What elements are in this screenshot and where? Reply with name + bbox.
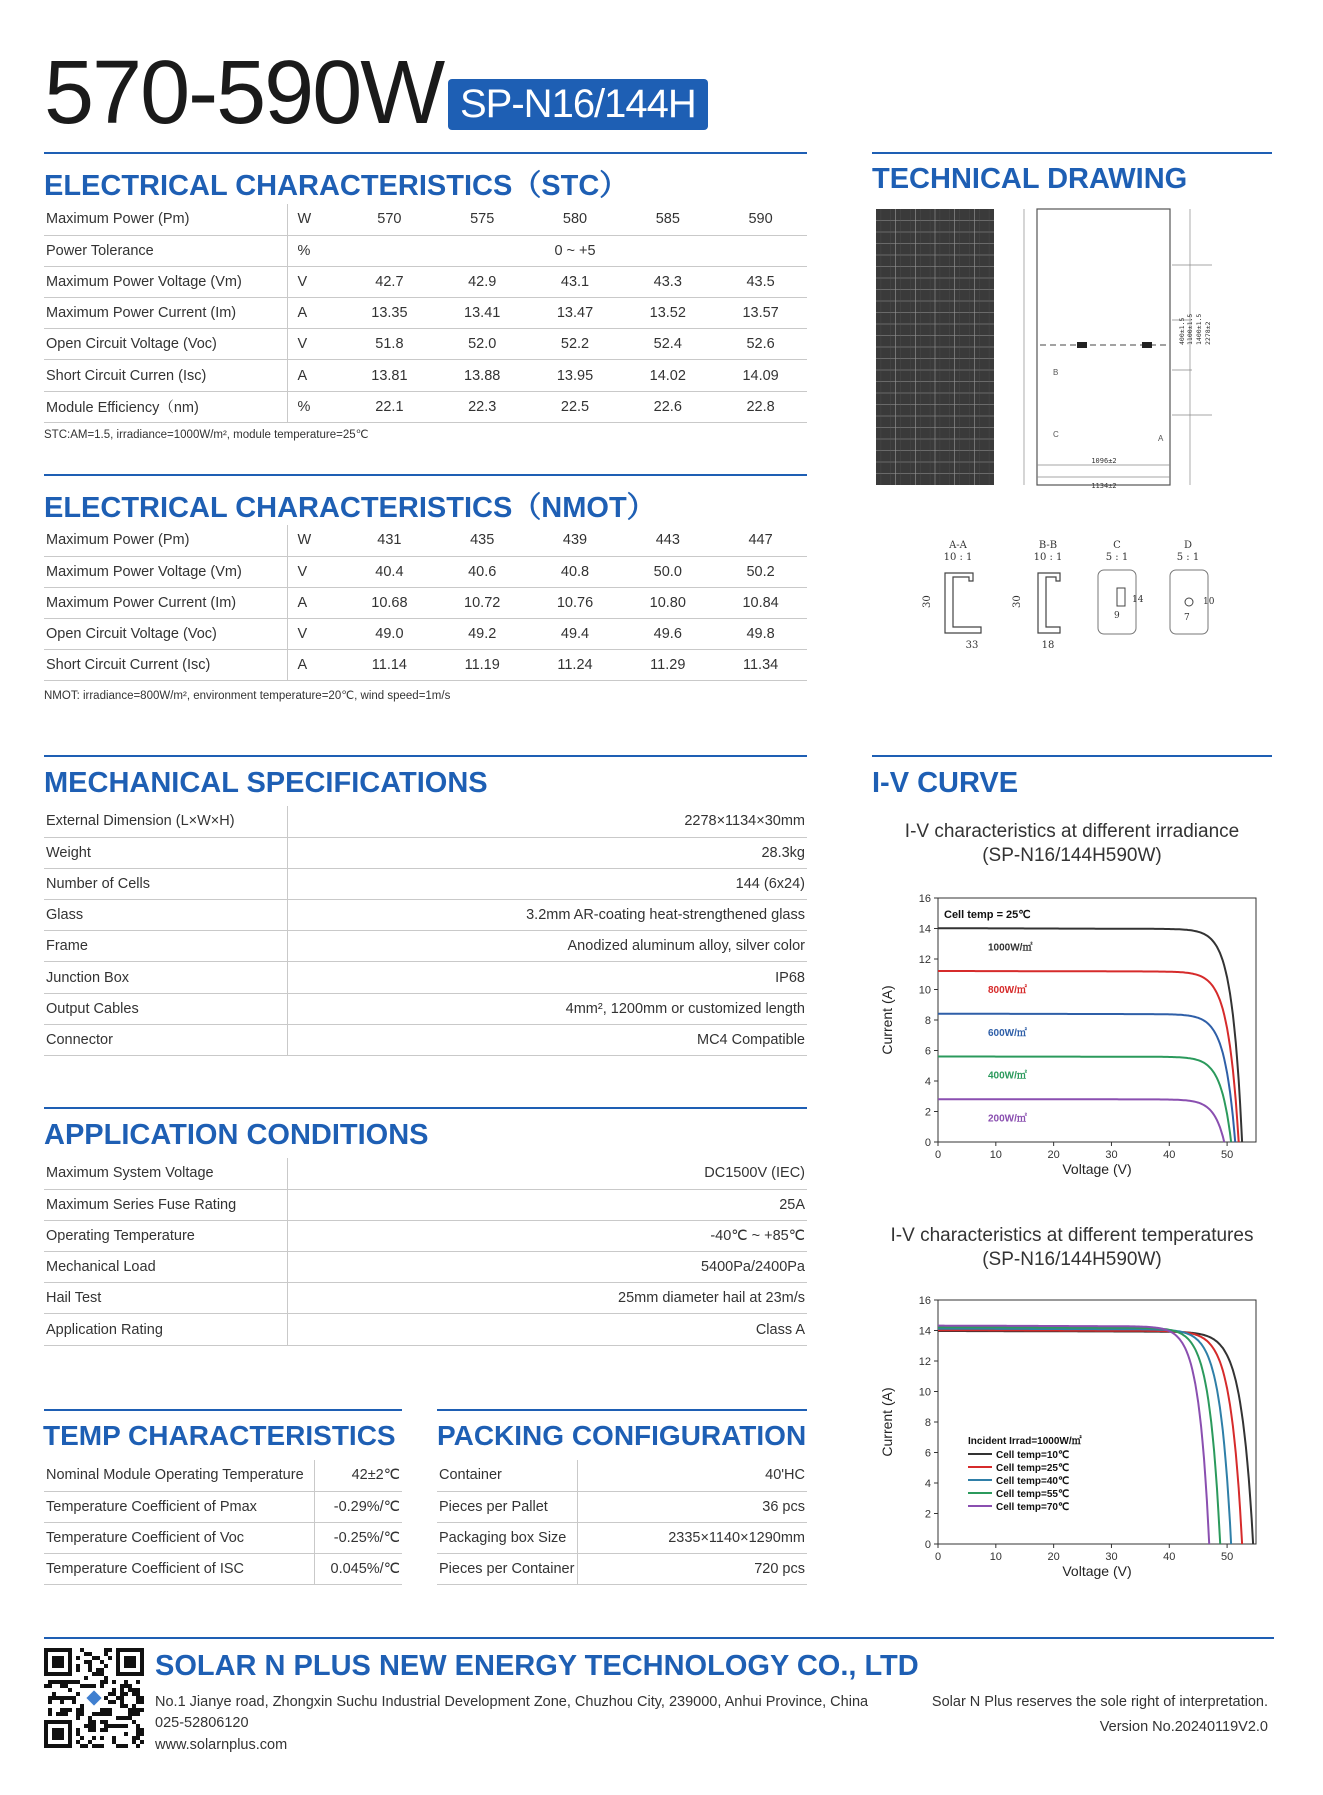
row-unit: V	[287, 329, 343, 360]
table-row	[44, 1189, 807, 1220]
dim-v2: 1100±1.5	[1186, 313, 1194, 345]
dim-v3: 1400±1.5	[1195, 313, 1203, 345]
row-label: Pieces per Container	[437, 1554, 577, 1585]
x-tick-label: 30	[1105, 1149, 1118, 1161]
chart2-title: I-V characteristics at different temperatures	[890, 1225, 1254, 1246]
cell-value: 13.57	[714, 298, 807, 329]
cell-value: 52.0	[436, 329, 529, 360]
section-rule	[44, 755, 807, 757]
cell-value: 10.76	[529, 587, 622, 618]
svg-text:5 : 1: 5 : 1	[1176, 552, 1200, 563]
x-tick-label: 10	[989, 1551, 1002, 1563]
y-tick-label: 16	[918, 1295, 931, 1307]
cell-value: 14.02	[621, 360, 714, 391]
packing-table	[437, 1460, 807, 1585]
cell-value: 22.8	[714, 391, 807, 422]
row-unit: %	[287, 235, 343, 266]
cell-value: 43.3	[621, 266, 714, 297]
cell-value: 431	[343, 525, 436, 556]
table-row	[44, 266, 807, 297]
row-value: DC1500V (IEC)	[287, 1158, 807, 1189]
table-row	[44, 806, 807, 837]
row-value: 2335×1140×1290mm	[577, 1522, 807, 1553]
svg-text:D: D	[1183, 540, 1193, 551]
x-axis-label: Voltage (V)	[1062, 1563, 1132, 1579]
table-row	[44, 1024, 807, 1055]
table-row	[44, 619, 807, 650]
row-value: 5400Pa/2400Pa	[287, 1252, 807, 1283]
row-value: IP68	[287, 962, 807, 993]
row-label: Maximum Power Current (Im)	[44, 298, 287, 329]
row-label: Hail Test	[44, 1283, 287, 1314]
stc-note: STC:AM=1.5, irradiance=1000W/m², module temperature=25℃	[44, 429, 369, 441]
x-tick-label: 10	[989, 1149, 1002, 1161]
nmot-note: NMOT: irradiance=800W/m², environment temperature=20℃, wind speed=1m/s	[44, 690, 451, 702]
y-tick-label: 4	[924, 1076, 931, 1088]
cell-value: 13.88	[436, 360, 529, 391]
cell-value: 10.80	[621, 587, 714, 618]
section-rule	[44, 474, 807, 476]
series-label: 1000W/㎡	[988, 942, 1033, 954]
dim-width-outer: 1134±2	[1091, 482, 1117, 490]
module-front-back-drawing	[872, 205, 1244, 515]
series-line	[938, 1014, 1235, 1142]
row-label: Frame	[44, 931, 287, 962]
cell-value: 43.5	[714, 266, 807, 297]
row-label: Maximum Series Fuse Rating	[44, 1189, 287, 1220]
cell-value: 49.8	[714, 619, 807, 650]
detail-c	[1098, 540, 1144, 634]
x-tick-label: 0	[934, 1551, 942, 1563]
dim-v4: 2278±2	[1204, 321, 1212, 345]
x-tick-label: 40	[1163, 1149, 1176, 1161]
cell-value: 50.2	[714, 556, 807, 587]
y-tick-label: 10	[918, 984, 931, 997]
table-row	[44, 1491, 402, 1522]
legend-title: Incident Irrad=1000W/㎡	[968, 1436, 1082, 1447]
svg-text:30: 30	[1012, 595, 1023, 608]
cell-value: 11.29	[621, 650, 714, 681]
row-unit: A	[287, 587, 343, 618]
row-label: External Dimension (L×W×H)	[44, 806, 287, 837]
table-row	[44, 235, 807, 266]
row-label: Power Tolerance	[44, 235, 287, 266]
cell-value: 13.35	[343, 298, 436, 329]
legend-entry: Cell temp=10℃	[996, 1450, 1070, 1461]
stc-table-wrap	[44, 204, 807, 423]
cell-value: 50.0	[621, 556, 714, 587]
series-label: 400W/㎡	[988, 1070, 1027, 1082]
table-row	[437, 1491, 807, 1522]
table-row	[44, 1522, 402, 1553]
section-b-b	[1012, 540, 1062, 651]
row-unit: V	[287, 266, 343, 297]
row-value: Class A	[287, 1314, 807, 1345]
table-row	[44, 650, 807, 681]
marker-b: B	[1053, 368, 1059, 377]
y-tick-label: 8	[924, 1417, 931, 1429]
cell-value: 49.0	[343, 619, 436, 650]
marker-c: C	[1053, 430, 1059, 439]
row-value: -40℃ ~ +85℃	[287, 1220, 807, 1251]
page-title: 570-590W	[44, 43, 444, 143]
row-unit: A	[287, 298, 343, 329]
x-tick-label: 0	[934, 1149, 942, 1161]
svg-text:33: 33	[965, 640, 979, 651]
temp-title: TEMP CHARACTERISTICS	[43, 1420, 396, 1451]
table-row	[44, 360, 807, 391]
mechanical-title: MECHANICAL SPECIFICATIONS	[44, 767, 488, 799]
table-row	[44, 962, 807, 993]
qr-code-icon[interactable]	[44, 1648, 144, 1748]
table-row	[44, 1158, 807, 1189]
row-label: Maximum Power Voltage (Vm)	[44, 556, 287, 587]
dim-v1: 400±1.5	[1178, 317, 1186, 345]
table-row	[44, 1314, 807, 1345]
cell-value: 13.52	[621, 298, 714, 329]
rights-note: Solar N Plus reserves the sole right of interpretation.	[931, 1694, 1268, 1710]
application-table-wrap	[44, 1158, 807, 1346]
cell-value: 13.41	[436, 298, 529, 329]
row-value: 28.3kg	[287, 837, 807, 868]
row-label: Open Circuit Voltage (Voc)	[44, 329, 287, 360]
svg-text:10: 10	[1203, 597, 1215, 607]
svg-text:5 : 1: 5 : 1	[1105, 552, 1129, 563]
row-unit: A	[287, 650, 343, 681]
row-unit: V	[287, 556, 343, 587]
cell-value: 435	[436, 525, 529, 556]
row-label: Maximum Power (Pm)	[44, 204, 287, 235]
table-row	[44, 931, 807, 962]
cell-value: 13.47	[529, 298, 622, 329]
cell-value: 10.72	[436, 587, 529, 618]
plot-frame	[938, 898, 1256, 1142]
mechanical-table-wrap	[44, 806, 807, 1056]
series-label: 200W/㎡	[988, 1113, 1027, 1125]
section-rule	[437, 1409, 807, 1411]
y-tick-label: 6	[924, 1447, 931, 1460]
row-value: 36 pcs	[577, 1491, 807, 1522]
svg-text:9: 9	[1114, 611, 1120, 621]
row-label: Temperature Coefficient of Pmax	[44, 1491, 314, 1522]
section-rule	[44, 152, 807, 154]
svg-text:30: 30	[922, 595, 933, 608]
row-label: Connector	[44, 1024, 287, 1055]
stc-table	[44, 204, 807, 423]
table-row	[44, 1283, 807, 1314]
cell-value: 590	[714, 204, 807, 235]
table-row	[44, 556, 807, 587]
row-label: Packaging box Size	[437, 1522, 577, 1553]
cell-value: 11.14	[343, 650, 436, 681]
cell-value: 49.4	[529, 619, 622, 650]
cell-value: 40.4	[343, 556, 436, 587]
x-axis-label: Voltage (V)	[1062, 1161, 1132, 1177]
packing-table-wrap	[437, 1460, 807, 1585]
row-unit: %	[287, 391, 343, 422]
row-label: Number of Cells	[44, 868, 287, 899]
svg-text:7: 7	[1184, 613, 1190, 623]
row-label: Container	[437, 1460, 577, 1491]
y-tick-label: 14	[918, 1325, 931, 1338]
cell-value: 52.2	[529, 329, 622, 360]
row-value: MC4 Compatible	[287, 1024, 807, 1055]
table-row	[44, 329, 807, 360]
temp-table	[44, 1460, 402, 1585]
cell-value: 42.9	[436, 266, 529, 297]
table-row	[44, 1460, 402, 1491]
series-label: 800W/㎡	[988, 985, 1027, 997]
cell-value: 11.19	[436, 650, 529, 681]
y-tick-label: 10	[918, 1386, 931, 1399]
section-details-drawing	[920, 538, 1240, 658]
table-row	[44, 868, 807, 899]
table-row	[437, 1554, 807, 1585]
row-value: 40'HC	[577, 1460, 807, 1491]
y-tick-label: 8	[924, 1015, 931, 1027]
company-phone: 025-52806120	[155, 1715, 249, 1731]
x-tick-label: 40	[1163, 1551, 1176, 1563]
row-unit: A	[287, 360, 343, 391]
row-label: Maximum Power Current (Im)	[44, 587, 287, 618]
cell-value: 13.81	[343, 360, 436, 391]
drawing-title: TECHNICAL DRAWING	[872, 163, 1188, 195]
row-value: 4mm², 1200mm or customized length	[287, 993, 807, 1024]
chart-annotation: Cell temp = 25℃	[944, 909, 1031, 921]
row-value: 3.2mm AR-coating heat-strengthened glass	[287, 900, 807, 931]
row-label: Operating Temperature	[44, 1220, 287, 1251]
version-note: Version No.20240119V2.0	[1099, 1719, 1268, 1735]
section-rule	[872, 755, 1272, 757]
nmot-title: ELECTRICAL CHARACTERISTICS（NMOT）	[44, 492, 656, 524]
row-label: Short Circuit Curren (Isc)	[44, 360, 287, 391]
row-label: Weight	[44, 837, 287, 868]
cell-value: 13.95	[529, 360, 622, 391]
row-label: Application Rating	[44, 1314, 287, 1345]
cell-value: 570	[343, 204, 436, 235]
marker-a: A	[1158, 434, 1164, 443]
row-label: Module Efficiency（nm)	[44, 391, 287, 422]
y-axis-label: Current (A)	[879, 1387, 895, 1457]
row-label: Junction Box	[44, 962, 287, 993]
cell-value: 11.24	[529, 650, 622, 681]
cell-value: 11.34	[714, 650, 807, 681]
table-row	[44, 993, 807, 1024]
series-line	[938, 928, 1242, 1142]
table-row	[44, 204, 807, 235]
row-label: Maximum System Voltage	[44, 1158, 287, 1189]
svg-text:14: 14	[1132, 595, 1144, 605]
legend-entry: Cell temp=55℃	[996, 1489, 1070, 1500]
cell-value: 10.68	[343, 587, 436, 618]
svg-text:A-A: A-A	[949, 540, 967, 551]
iv-irradiance-chart	[872, 880, 1272, 1206]
mechanical-table	[44, 806, 807, 1056]
legend-entry: Cell temp=70℃	[996, 1502, 1070, 1513]
svg-text:10 : 1: 10 : 1	[1033, 552, 1063, 563]
cell-value: 580	[529, 204, 622, 235]
row-label: Maximum Power (Pm)	[44, 525, 287, 556]
row-value: 0 ~ +5	[343, 235, 807, 266]
cell-value: 40.6	[436, 556, 529, 587]
y-tick-label: 0	[924, 1137, 931, 1149]
chart1-title: I-V characteristics at different irradiance	[904, 821, 1240, 842]
cell-value: 22.5	[529, 391, 622, 422]
y-tick-label: 12	[918, 1356, 931, 1368]
legend-entry: Cell temp=25℃	[996, 1463, 1070, 1474]
x-tick-label: 30	[1105, 1551, 1118, 1563]
nmot-table-wrap	[44, 525, 807, 681]
section-rule	[872, 152, 1272, 154]
cell-value: 447	[714, 525, 807, 556]
row-value: -0.29%/℃	[314, 1491, 402, 1522]
row-value: -0.25%/℃	[314, 1522, 402, 1553]
application-table	[44, 1158, 807, 1346]
row-label: Short Circuit Current (Isc)	[44, 650, 287, 681]
cell-value: 22.3	[436, 391, 529, 422]
model-badge: SP-N16/144H	[448, 79, 708, 130]
table-row	[437, 1522, 807, 1553]
x-tick-label: 20	[1047, 1149, 1060, 1161]
cell-value: 52.4	[621, 329, 714, 360]
y-tick-label: 16	[918, 893, 931, 905]
cell-value: 49.2	[436, 619, 529, 650]
table-row	[44, 525, 807, 556]
cell-value: 52.6	[714, 329, 807, 360]
chart2-subtitle: (SP-N16/144H590W)	[982, 1249, 1162, 1270]
detail-d	[1170, 540, 1215, 634]
row-label: Glass	[44, 900, 287, 931]
cell-value: 439	[529, 525, 622, 556]
series-label: 600W/㎡	[988, 1027, 1027, 1039]
iv-temperature-chart	[872, 1282, 1272, 1608]
y-tick-label: 12	[918, 954, 931, 966]
application-title: APPLICATION CONDITIONS	[44, 1119, 429, 1151]
row-value: 2278×1134×30mm	[287, 806, 807, 837]
table-row	[44, 391, 807, 422]
row-value: 144 (6x24)	[287, 868, 807, 899]
section-rule	[44, 1409, 402, 1411]
company-address: No.1 Jianye road, Zhongxin Suchu Industrial Development Zone, Chuzhou City, 239000, Anhui Province, China	[155, 1694, 869, 1710]
table-row	[44, 1554, 402, 1585]
cell-value: 575	[436, 204, 529, 235]
cell-value: 443	[621, 525, 714, 556]
cell-value: 22.6	[621, 391, 714, 422]
svg-text:10 : 1: 10 : 1	[943, 552, 973, 563]
table-row	[44, 1220, 807, 1251]
row-unit: V	[287, 619, 343, 650]
stc-title: ELECTRICAL CHARACTERISTICS（STC）	[44, 170, 629, 202]
row-value: 720 pcs	[577, 1554, 807, 1585]
temp-table-wrap	[44, 1460, 402, 1585]
series-line	[938, 1099, 1224, 1142]
company-name: SOLAR N PLUS NEW ENERGY TECHNOLOGY CO., LTD	[155, 1650, 919, 1682]
cell-value: 40.8	[529, 556, 622, 587]
row-label: Open Circuit Voltage (Voc)	[44, 619, 287, 650]
y-tick-label: 2	[924, 1106, 931, 1119]
row-unit: W	[287, 525, 343, 556]
chart1-subtitle: (SP-N16/144H590W)	[982, 845, 1162, 866]
iv-title: I-V CURVE	[872, 767, 1019, 799]
x-tick-label: 50	[1220, 1149, 1234, 1161]
y-tick-label: 2	[924, 1508, 931, 1521]
y-axis-label: Current (A)	[879, 985, 895, 1055]
row-label: Nominal Module Operating Temperature	[44, 1460, 314, 1491]
company-website[interactable]: www.solarnplus.com	[155, 1737, 288, 1753]
y-tick-label: 14	[918, 923, 931, 936]
x-tick-label: 50	[1220, 1551, 1234, 1563]
cell-value: 51.8	[343, 329, 436, 360]
row-value: Anodized aluminum alloy, silver color	[287, 931, 807, 962]
row-value: 42±2℃	[314, 1460, 402, 1491]
y-tick-label: 0	[924, 1539, 931, 1551]
section-a-a	[922, 540, 981, 651]
cell-value: 585	[621, 204, 714, 235]
table-row	[44, 587, 807, 618]
footer-rule	[44, 1637, 1274, 1639]
row-label: Pieces per Pallet	[437, 1491, 577, 1522]
table-row	[44, 837, 807, 868]
y-tick-label: 6	[924, 1045, 931, 1058]
svg-text:18: 18	[1041, 640, 1055, 651]
dim-width-inner: 1096±2	[1091, 457, 1117, 465]
table-row	[437, 1460, 807, 1491]
row-label: Output Cables	[44, 993, 287, 1024]
row-label: Temperature Coefficient of ISC	[44, 1554, 314, 1585]
svg-text:B-B: B-B	[1038, 540, 1058, 551]
cell-value: 49.6	[621, 619, 714, 650]
y-tick-label: 4	[924, 1478, 931, 1490]
cell-value: 14.09	[714, 360, 807, 391]
row-label: Mechanical Load	[44, 1252, 287, 1283]
cell-value: 10.84	[714, 587, 807, 618]
table-row	[44, 900, 807, 931]
cell-value: 43.1	[529, 266, 622, 297]
table-row	[44, 1252, 807, 1283]
row-value: 25A	[287, 1189, 807, 1220]
row-label: Temperature Coefficient of Voc	[44, 1522, 314, 1553]
row-label: Maximum Power Voltage (Vm)	[44, 266, 287, 297]
row-unit: W	[287, 204, 343, 235]
cell-value: 42.7	[343, 266, 436, 297]
nmot-table	[44, 525, 807, 681]
packing-title: PACKING CONFIGURATION	[437, 1420, 807, 1451]
cell-value: 22.1	[343, 391, 436, 422]
row-value: 25mm diameter hail at 23m/s	[287, 1283, 807, 1314]
legend-entry: Cell temp=40℃	[996, 1476, 1070, 1487]
row-value: 0.045%/℃	[314, 1554, 402, 1585]
x-tick-label: 20	[1047, 1551, 1060, 1563]
section-rule	[44, 1107, 807, 1109]
series-line	[938, 1326, 1209, 1544]
table-row	[44, 298, 807, 329]
svg-text:C: C	[1113, 540, 1121, 551]
